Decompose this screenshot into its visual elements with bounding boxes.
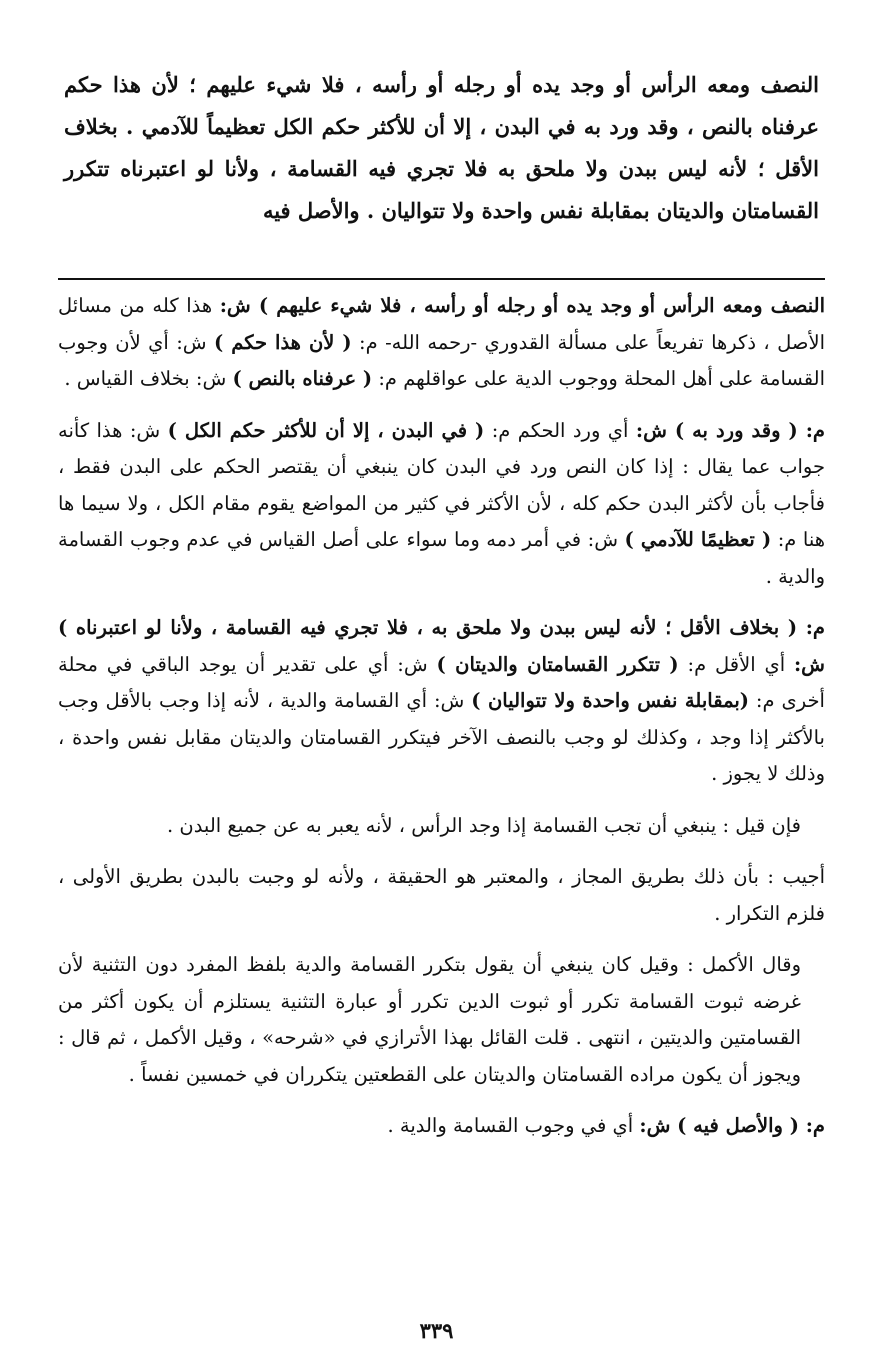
quoted-matn: النصف ومعه الرأس أو وجد يده أو رجله أو رأسه ، فلا شيء عليهم ) ش: <box>219 294 825 317</box>
quoted-matn: م: ( بخلاف الأقل ؛ لأنه ليس ببدن ولا ملحق به ، فلا تجري فيه القسامة ، ولأنا لو اعتبرناه ) ش: <box>58 616 825 676</box>
commentary-paragraph-7 <box>58 1108 825 1145</box>
commentary-text: ش: أي القسامة والدية ، لأنه إذا وجب بالأقل وجب بالأكثر إذا وجد ، وكذلك لو وجب بالنصف الآخر فيتكرر القسامتان والديتان مقابل نفس واحدة ، وذلك لا يجوز . <box>58 689 825 785</box>
commentary-paragraph-2 <box>58 413 825 596</box>
commentary-paragraph-5: أجيب : بأن ذلك بطريق المجاز ، والمعتبر هو الحقيقة ، ولأنه لو وجبت بالبدن بطريق الأولى ، فلزم التكرار . <box>58 865 825 925</box>
quoted-matn: ( تعظيمًا للآدمي ) <box>624 528 772 551</box>
book-page <box>58 64 825 1160</box>
quoted-matn: م: ( والأصل فيه ) ش: <box>639 1114 825 1137</box>
quoted-matn: ( لأن هذا حكم ) <box>214 330 352 354</box>
commentary-paragraph-3 <box>58 610 825 793</box>
commentary-section <box>58 288 825 1145</box>
commentary-text: ش: في أمر دمه وما سواء على أصل القياس في عدم وجوب القسامة والدية . <box>58 528 825 588</box>
commentary-text: أي الأقل م: <box>678 652 794 676</box>
matn-text: النصف ومعه الرأس أو وجد يده أو رجله أو رأسه ، فلا شيء عليهم ؛ لأن هذا حكم عرفناه بالنص ، وقد ورد به في البدن ، إلا أن للأكثر حكم الكل تعظيماً للآدمي . بخلاف الأقل ؛ لأنه ليس ببدن ولا ملحق به فلا تجري فيه القسامة ، ولأنا لو اعتبرناه تتكرر القسامتان والديتان بمقابلة نفس واحدة ولا تتواليان . والأصل فيه <box>64 72 819 223</box>
quoted-matn: م: ( وقد ورد به ) ش: <box>635 418 825 442</box>
commentary-paragraph-6: وقال الأكمل : وقيل كان ينبغي أن يقول بتكرر القسامة والدية بلفظ المفرد دون التثنية لأن غرضه ثبوت القسامة تكرر أو ثبوت الدين تكرر أو عبارة التثنية يستلزم أن يكون أكثر من القسامتين والديتين ، انتهى . قلت القائل بهذا الأترازي في «شرحه» ، وقيل الأكمل ، ثم قال : ويجوز أن يكون مراده القسامتان والديتان على القطعتين يتكرران في خمسين نفساً . <box>58 953 801 1086</box>
commentary-text: ش: بخلاف القياس . <box>64 367 233 390</box>
matn-section <box>58 64 825 232</box>
separator-line <box>58 278 825 280</box>
quoted-matn: ( في البدن ، إلا أن للأكثر حكم الكل ) <box>167 418 485 442</box>
commentary-text: أي ورد الحكم م: <box>484 418 636 442</box>
quoted-matn: ( تتكرر القسامتان والديتان ) <box>436 652 679 676</box>
commentary-text: أي في وجوب القسامة والدية . <box>387 1114 640 1137</box>
quoted-matn: ( عرفناه بالنص ) <box>232 367 373 390</box>
commentary-text: هذا كله من مسائل الأصل ، ذكرها تفريعاً على مسألة القدوري -رحمه الله- م: <box>58 294 825 354</box>
commentary-paragraph-4: فإن قيل : ينبغي أن تجب القسامة إذا وجد الرأس ، لأنه يعبر به عن جميع البدن . <box>166 813 801 837</box>
commentary-text: ش: أي لأن وجوب القسامة على أهل المحلة ووجوب الدية على عواقلهم م: <box>58 330 825 390</box>
quoted-matn: (بمقابلة نفس واحدة ولا تتواليان ) <box>471 689 749 712</box>
commentary-text: ش: أي على تقدير أن يوجد الباقي في محلة أخرى م: <box>58 652 825 712</box>
commentary-paragraph-1 <box>58 288 825 398</box>
page-number: ٣٣٩ <box>419 1318 454 1343</box>
commentary-text: ش: هذا كأنه جواب عما يقال : إذا كان النص ورد في البدن كان ينبغي أن يقتصر الحكم على البدن فقط ، فأجاب بأن لأكثر البدن حكم كله ، لأن الأكثر في كثير من المواضع يقوم مقام الكل ، ولا سيما ها هنا م: <box>58 418 825 551</box>
